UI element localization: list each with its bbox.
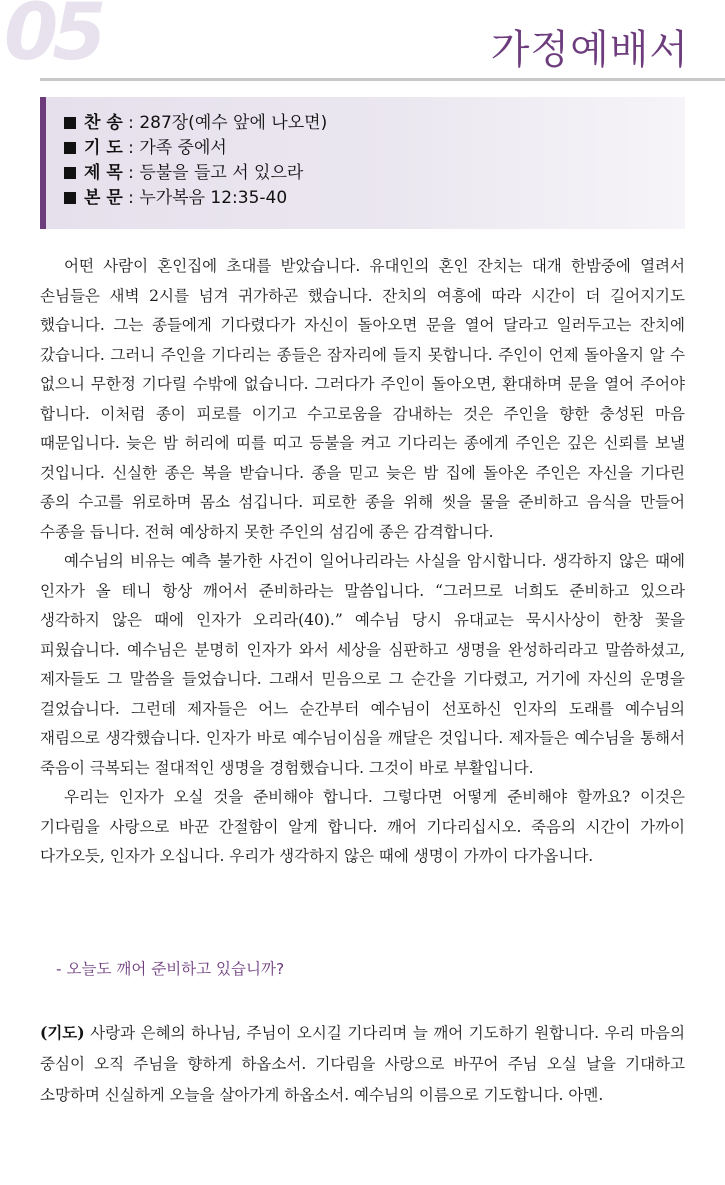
info-row-prayer: 기 도 : 가족 중에서 [64, 136, 685, 161]
info-row-scripture: 본 문 : 누가복음 12:35-40 [64, 186, 685, 211]
info-value: 가족 중에서 [139, 138, 227, 158]
square-bullet-icon [64, 192, 76, 204]
info-row-hymn: 찬 송 : 287장(예수 앞에 나오면) [64, 111, 685, 136]
info-value: 287장(예수 앞에 나오면) [139, 113, 328, 133]
page-title: 가정예배서 [490, 27, 689, 73]
square-bullet-icon [64, 117, 76, 129]
info-value: 누가복음 12:35-40 [139, 188, 288, 208]
info-row-subject: 제 목 : 등불을 들고 서 있으라 [64, 161, 685, 186]
square-bullet-icon [64, 142, 76, 154]
info-label: 제 목 [84, 163, 123, 183]
info-value: 등불을 들고 서 있으라 [139, 163, 304, 183]
body-paragraph: 어떤 사람이 혼인집에 초대를 받았습니다. 유대인의 혼인 잔치는 대개 한밤중에 열려서 손님들은 새벽 2시를 넘겨 귀가하곤 했습니다. 잔치의 여흥에 따라 시간이 더 길어지기도 했습니다. 그는 종들에게 기다렸다가 자신이 돌아오면 문을 열어 달라고 일러두고는 잔치에 갔습니다. 그러니 주인을 기다리는 종들은 잠자리에 들지 못합니다. 주인이 언제 돌아올지 알 수 없으니 무한정 기다릴 수밖에 없습니다. 그러다가 주인이 돌아오면, 환대하며 문을 열어 주어야 합니다. 이처럼 종이 피로를 이기고 수고로움을 감내하는 것은 주인을 향한 충성된 마음 때문입니다. 늦은 밤 허리에 띠를 띠고 등불을 켜고 기다리는 종에게 주인은 깊은 신뢰를 보낼 것입니다. 신실한 종은 복을 받습니다. 종을 믿고 늦은 밤 집에 돌아온 주인은 자신을 기다린 종의 수고를 위로하며 몸소 섬깁니다. 피로한 종을 위해 씻을 물을 준비하고 음식을 만들어 수종을 듭니다. 전혀 예상하지 못한 주인의 섬김에 종은 감격합니다. [40, 257, 685, 541]
page-number: 05 [4, 0, 101, 78]
reflection-question: - 오늘도 깨어 준비하고 있습니까? [56, 960, 285, 978]
body-paragraph: 우리는 인자가 오실 것을 준비해야 합니다. 그렇다면 어떻게 준비해야 할까요? 이것은 기다림을 사랑으로 바꾼 간절함이 알게 합니다. 깨어 기다리십시오. 죽음의 시간이 가까이 다가오듯, 인자가 오십니다. 우리가 생각하지 않은 때에 생명이 가까이 다가옵니다. [40, 788, 685, 865]
info-label: 본 문 [84, 188, 123, 208]
header-divider [40, 78, 725, 81]
prayer-text: 사랑과 은혜의 하나님, 주님이 오시길 기다리며 늘 깨어 기도하기 원합니다. 우리 마음의 중심이 오직 주님을 향하게 하옵소서. 기다림을 사랑으로 바꾸어 주님 오실 날을 기대하고 소망하며 신실하게 오늘을 살아가게 하옵소서. 예수님의 이름으로 기도합니다. 아멘. [40, 1024, 685, 1104]
sermon-body [40, 252, 685, 872]
info-label: 기 도 [84, 138, 123, 158]
square-bullet-icon [64, 167, 76, 179]
prayer-label: (기도) [40, 1023, 85, 1042]
body-paragraph: 예수님의 비유는 예측 불가한 사건이 일어나리라는 사실을 암시합니다. 생각하지 않은 때에 인자가 올 테니 항상 깨어서 준비하라는 말씀입니다. “그러므로 너희도 준비하고 있으라 생각하지 않은 때에 인자가 오리라(40).” 예수님 당시 유대교는 묵시사상이 한창 꽃을 피웠습니다. 예수님은 분명히 인자가 와서 세상을 심판하고 생명을 완성하리라고 말씀하셨고, 제자들도 그 말씀을 들었습니다. 그래서 믿음으로 그 순간을 기다렸고, 거기에 자신의 운명을 걸었습니다. 그런데 제자들은 어느 순간부터 예수님이 선포하신 인자의 도래를 예수님의 재림으로 생각했습니다. 인자가 바로 예수님이심을 깨달은 것입니다. 제자들은 예수님을 통해서 죽음이 극복되는 절대적인 생명을 경험했습니다. 그것이 바로 부활입니다. [40, 552, 685, 777]
closing-prayer [40, 1017, 685, 1111]
info-label: 찬 송 [84, 113, 123, 133]
worship-info-box [40, 97, 685, 229]
